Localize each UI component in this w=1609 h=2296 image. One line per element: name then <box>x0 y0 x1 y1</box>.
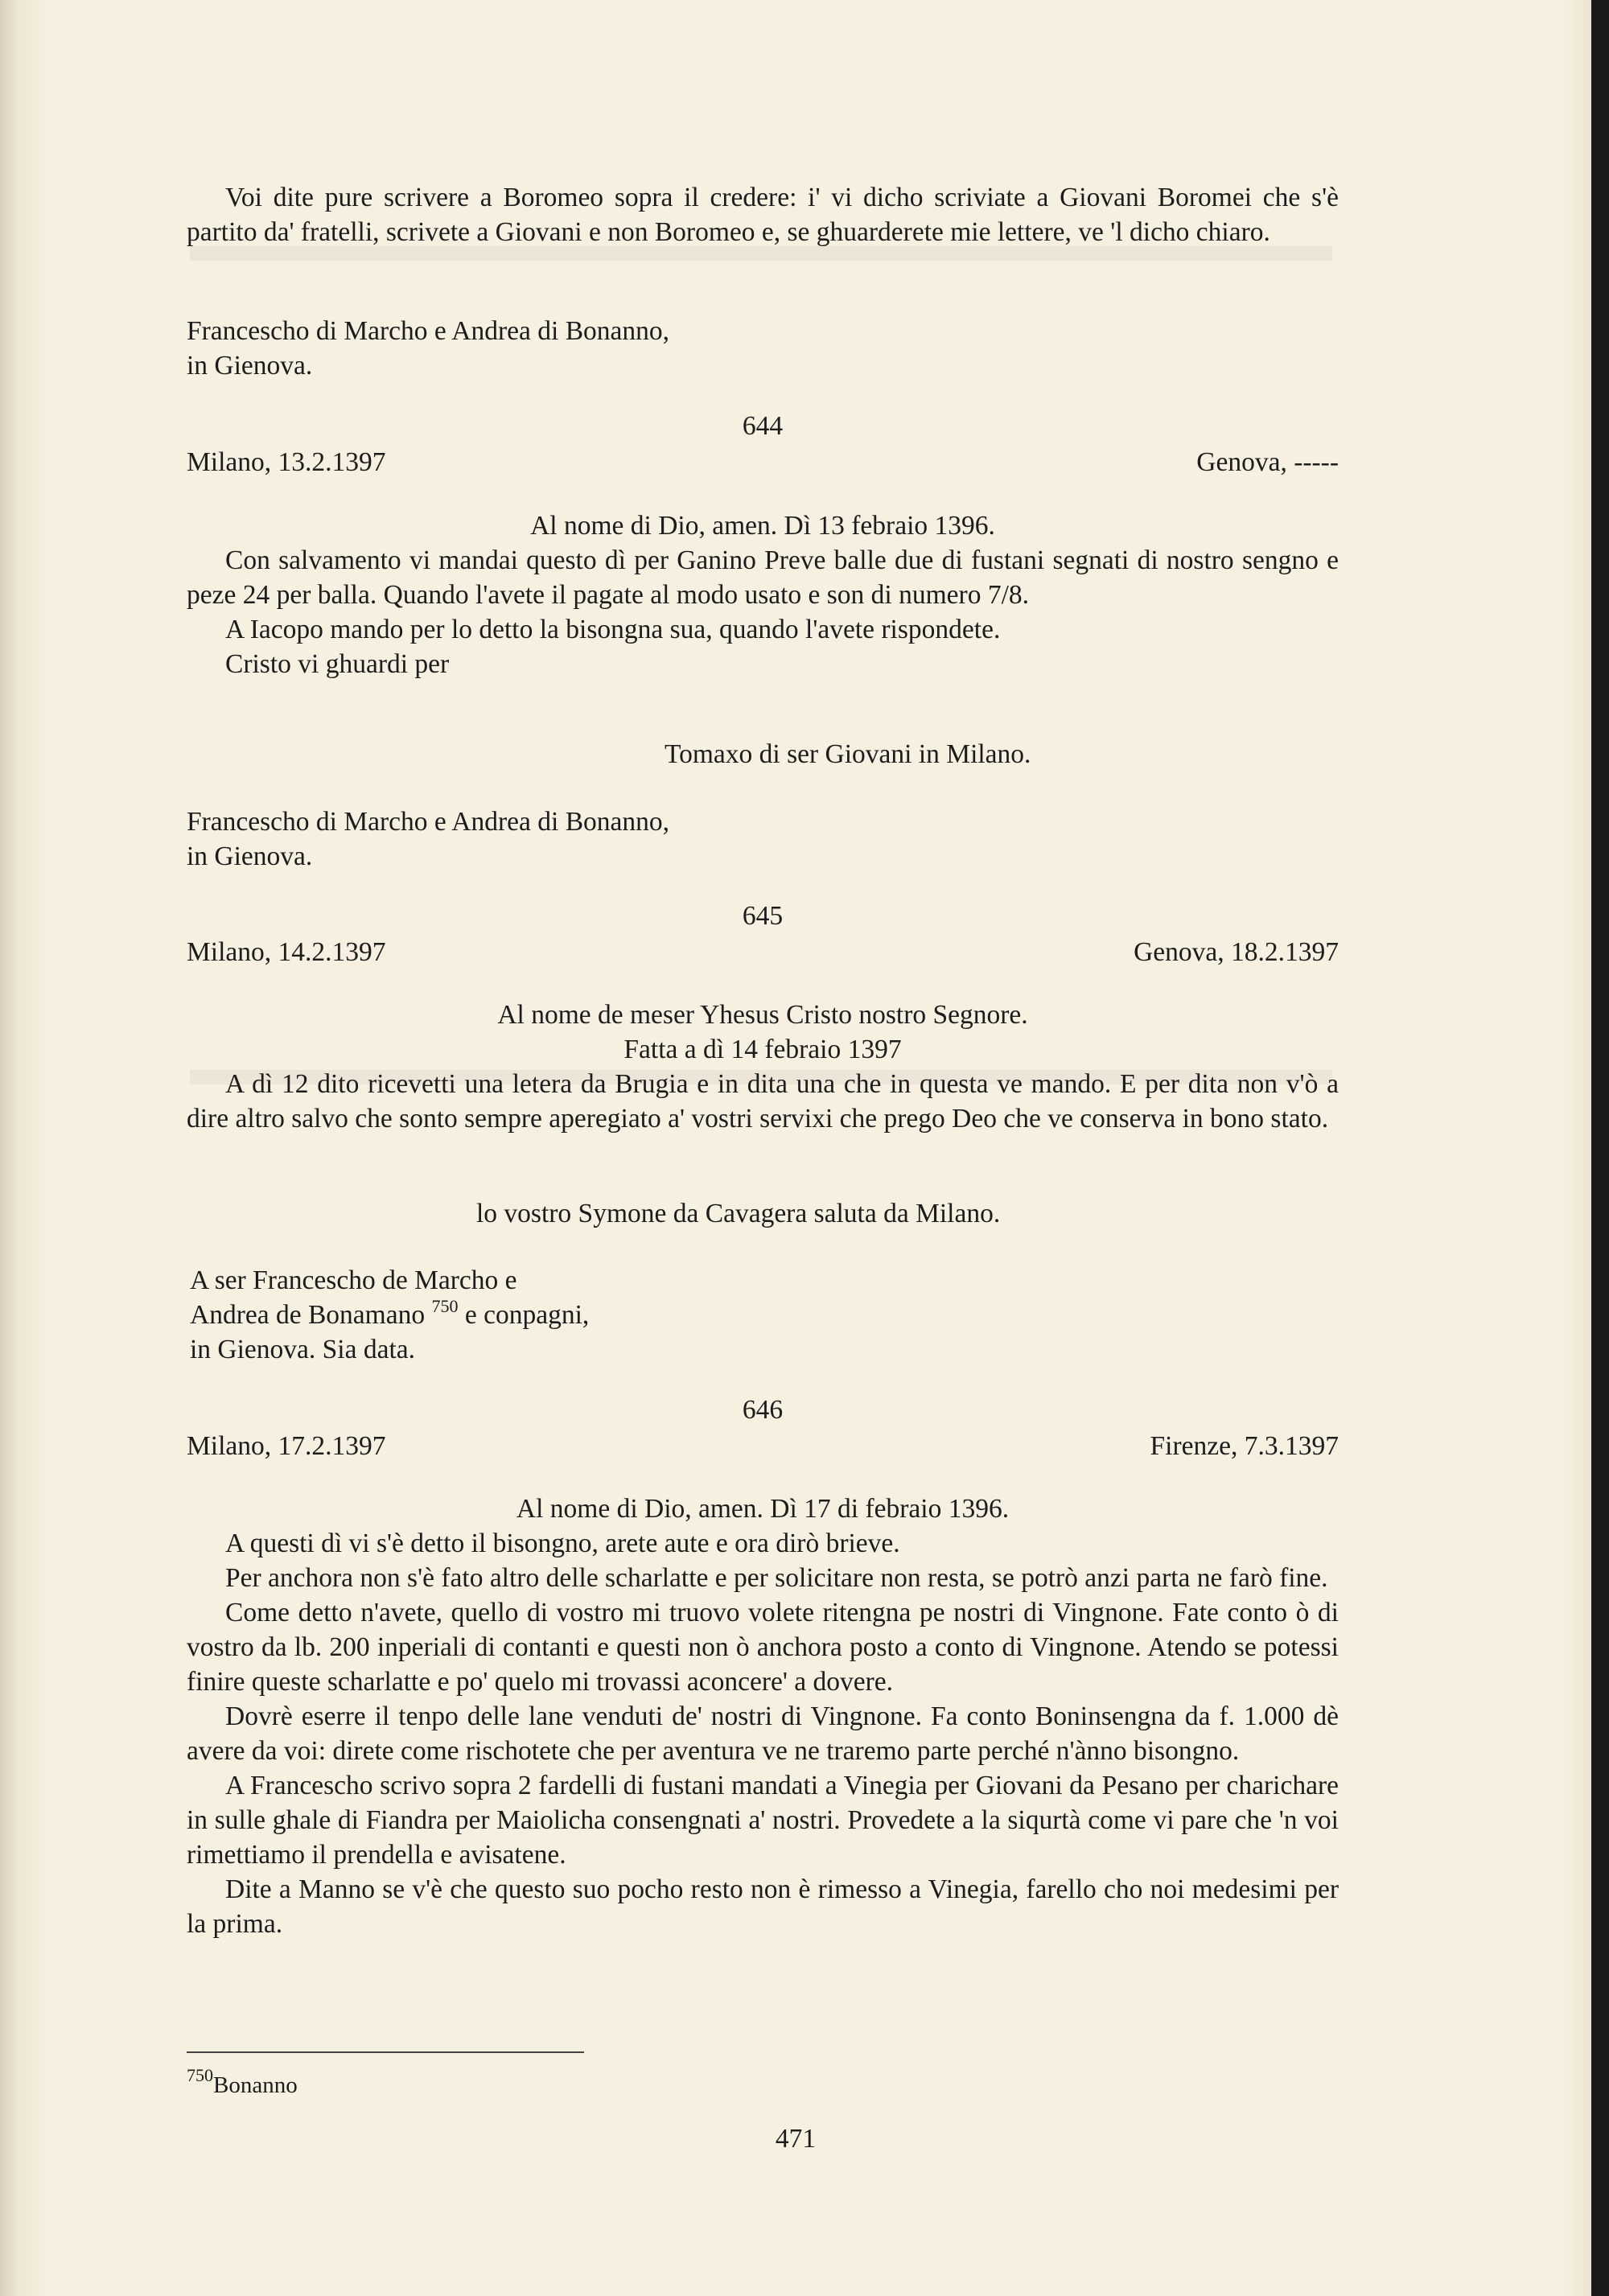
letter-origin: Milano, 17.2.1397 <box>187 1431 386 1461</box>
letter-destination: Genova, ----- <box>1196 447 1339 477</box>
letter-number: 645 <box>742 901 784 931</box>
letter-dateline <box>187 445 1339 479</box>
letter-dateline <box>187 1429 1339 1463</box>
address-line: in Gienova. Sia data. <box>190 1335 416 1364</box>
letter-paragraph: Dovrè eserre il tenpo delle lane venduti de' nostri di Vingnone. Fa conto Boninsengna da f. 1.000 dè avere da voi: direte come rischotete che per aventura ve ne traremo parte perché n'ànno bisongno. <box>187 1701 1339 1766</box>
address-line <box>190 1298 1342 1332</box>
letter-paragraph: Come detto n'avete, quello di vostro mi truovo volete ritengna pe nostri di Vingnone. Fate conto ò di vostro da lb. 200 inperiali di contanti e questi non ò anchora posto a conto di Vingnone. Atendo se potessi finire queste scharlatte e po' quelo mi trovassi aconcere' a dovere. <box>187 1598 1339 1697</box>
signature: Tomaxo di ser Giovani in Milano. <box>665 739 1031 769</box>
signature: lo vostro Symone da Cavagera saluta da Milano. <box>476 1199 1001 1228</box>
letter-body <box>187 998 1339 1136</box>
letter-paragraph: Cristo vi ghuardi per <box>225 649 450 679</box>
letter-origin: Milano, 14.2.1397 <box>187 937 386 967</box>
footnote-rule <box>187 2051 584 2053</box>
letter-body <box>187 1492 1339 1941</box>
address-line: Francescho di Marcho e Andrea di Bonanno, <box>187 807 670 837</box>
letter-address <box>187 804 1339 874</box>
letter-signature <box>187 1196 1339 1231</box>
letter-heading: Al nome di Dio, amen. Dì 17 di febraio 1396. <box>516 1494 1010 1524</box>
address-line: A ser Francescho de Marcho e <box>190 1265 517 1295</box>
footnote-ref[interactable]: 750 <box>431 1296 459 1316</box>
address-text: Andrea de Bonamano <box>190 1300 426 1330</box>
letter-body <box>187 508 1339 681</box>
intro-address <box>187 314 1339 383</box>
letter-heading: Al nome de meser Yhesus Cristo nostro Segnore. <box>497 1000 1028 1030</box>
address-line: Francescho di Marcho e Andrea di Bonanno, <box>187 316 670 346</box>
letter-destination: Genova, 18.2.1397 <box>1134 937 1339 967</box>
intro-paragraph: Voi dite pure scrivere a Boromeo sopra il credere: i' vi dicho scriviate a Giovani Boromei che s'è partito da' fratelli, scrivete a Giovani e non Boromeo e, se ghuarderete mie lettere, ve 'l dicho chiaro. <box>187 183 1339 247</box>
letter-paragraph: A Francescho scrivo sopra 2 fardelli di fustani mandati a Vinegia per Giovani da Pesano per charichare in sulle ghale di Fiandra per Maiolicha consengnati a' nostri. Provedete a la siqurtà come vi pare che 'n voi rimettiamo il prendella e avisatene. <box>187 1771 1339 1870</box>
letter-paragraph: Dite a Manno se v'è che questo suo pocho resto non è rimesso a Vinegia, farello cho noi medesimi per la prima. <box>187 1874 1339 1939</box>
intro-block <box>187 180 1339 249</box>
letter-number: 644 <box>742 411 784 441</box>
letter-destination: Firenze, 7.3.1397 <box>1150 1431 1339 1461</box>
letter-paragraph: A Iacopo mando per lo detto la bisongna sua, quando l'avete rispondete. <box>225 615 1001 644</box>
letter-origin: Milano, 13.2.1397 <box>187 447 386 477</box>
letter-heading: Al nome di Dio, amen. Dì 13 febraio 1396. <box>530 511 995 541</box>
footnote-text: Bonanno <box>213 2072 298 2098</box>
letter-dateline <box>187 935 1339 969</box>
letter-paragraph: Con salvamento vi mandai questo dì per Ganino Preve balle due di fustani segnati di nostro sengno e peze 24 per balla. Quando l'avete il pagate al modo usato e son di numero 7/8. <box>187 545 1339 610</box>
letter-heading: Fatta a dì 14 febraio 1397 <box>623 1035 902 1064</box>
letter-number: 646 <box>742 1395 784 1425</box>
address-line: in Gienova. <box>187 841 313 871</box>
letter-signature <box>187 737 1339 772</box>
footnote <box>187 2065 298 2099</box>
letter-paragraph: Per anchora non s'è fato altro delle scharlatte e per solicitare non resta, se potrò anzi parta ne farò fine. <box>225 1563 1328 1593</box>
footnote-mark: 750 <box>187 2065 213 2085</box>
page-number: 471 <box>775 2124 817 2154</box>
address-text: e conpagni, <box>464 1300 590 1330</box>
letter-address <box>190 1263 1342 1367</box>
letter-paragraph: A dì 12 dito ricevetti una letera da Brugia e in dita una che in questa ve mando. E per dita non v'ò a dire altro salvo che sonto sempre aperegiato a' vostri servixi che prego Deo che ve conserva in bono stato. <box>187 1069 1339 1134</box>
address-line: in Gienova. <box>187 351 313 381</box>
letter-paragraph: A questi dì vi s'è detto il bisongno, arete aute e ora dirò brieve. <box>225 1529 900 1558</box>
